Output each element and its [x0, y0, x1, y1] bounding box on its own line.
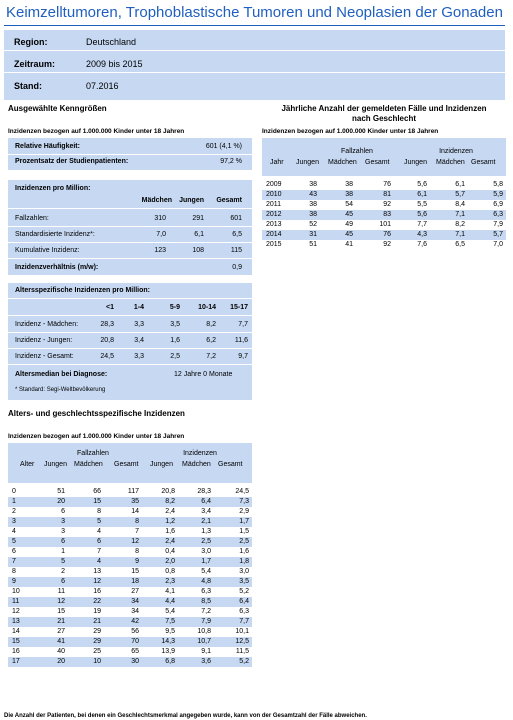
yearly-table-row	[262, 190, 506, 200]
yearly-title-line2: nach Geschlecht	[351, 114, 417, 123]
yearly-table-cell: 5,9	[468, 190, 506, 200]
col-maedchen: Mädchen	[141, 197, 172, 204]
agesex-table-cell: 14	[12, 628, 20, 635]
agesex-table-cell: 5	[8, 537, 38, 547]
cum-incidence-label: Kumulative Inzidenz:	[15, 247, 80, 254]
agesex-table-cell: 1,5	[239, 528, 249, 535]
fallzahlen-jungen: 291	[192, 215, 204, 222]
agesex-table-cell: 1,7	[178, 557, 214, 567]
yearly-table-cell: 2015	[266, 241, 282, 248]
yearly-table-cell: 5,7	[468, 230, 506, 240]
std-incidence-gesamt: 6,5	[232, 231, 242, 238]
agesex-table-cell: 2	[61, 568, 65, 575]
yearly-table-cell: 76	[356, 230, 394, 240]
agesex-table-row	[8, 637, 252, 647]
yearly-table-cell: 2013	[266, 221, 282, 228]
col-jungen: Jungen	[179, 197, 204, 204]
yearly-table-cell: 49	[345, 221, 353, 228]
agesex-table-cell: 1	[61, 548, 65, 555]
yearly-table-cell: 38	[320, 190, 356, 200]
std-incidence-jungen: 6,1	[194, 231, 204, 238]
agesex-table-row	[8, 597, 252, 607]
agesex-table-cell: 40	[57, 648, 65, 655]
agesex-table-cell: 6	[38, 537, 68, 547]
yearly-table-cell: 2010	[262, 190, 290, 200]
yearly-table-row	[262, 230, 506, 240]
yearly-title-line1: Jährliche Anzahl der gemeldeten Fälle und Inzidenzen	[281, 104, 487, 113]
agesex-table-cell: 10	[12, 588, 20, 595]
agesex-table-cell: 6	[68, 537, 104, 547]
age-row-jungen-v3: 1,6	[170, 337, 180, 344]
agesex-table-cell: 21	[68, 617, 104, 627]
agesex-table-cell: 6	[38, 577, 68, 587]
yearly-table-cell: 51	[309, 241, 317, 248]
yearly-group-fallzahlen: Fallzahlen	[341, 148, 373, 155]
yearly-table-cell: 7,1	[430, 230, 468, 240]
agesex-table-cell: 29	[68, 637, 104, 647]
agesex-table-cell: 6,4	[178, 497, 214, 507]
yearly-table-cell: 6,1	[394, 190, 430, 200]
yearly-table-row	[262, 200, 506, 210]
agesex-table-cell: 11	[57, 588, 65, 595]
agesex-table-cell: 6	[61, 508, 65, 515]
age-row-jungen-v1: 20,8	[100, 337, 114, 344]
incidence-per-million-title: Inzidenzen pro Million:	[15, 185, 91, 192]
agesex-table-cell: 70	[104, 637, 142, 647]
fallzahlen-maedchen: 310	[154, 215, 166, 222]
agesex-table-cell: 66	[93, 488, 101, 495]
agesex-table-cell: 20	[38, 497, 68, 507]
agesex-table-cell: 12,5	[214, 637, 252, 647]
agesex-table-cell: 7,7	[214, 617, 252, 627]
agesex-table-row	[8, 587, 252, 597]
agesex-table-cell: 1,6	[239, 548, 249, 555]
yearly-col-inz-gesamt: Gesamt	[471, 159, 496, 166]
age-col-5: 15-17	[230, 304, 248, 311]
study-patients-value: 97,2 %	[220, 158, 242, 165]
age-specific-incidence-box	[8, 283, 252, 400]
agesex-col-alter: Alter	[20, 461, 35, 468]
agesex-table-cell: 28,3	[197, 488, 211, 495]
agesex-table-cell: 5	[38, 557, 68, 567]
meta-info-box	[4, 30, 505, 100]
agesex-table-cell: 4,8	[178, 577, 214, 587]
agesex-table-cell: 3	[38, 517, 68, 527]
std-incidence-maedchen: 7,0	[156, 231, 166, 238]
cum-incidence-gesamt: 115	[230, 247, 242, 254]
agesex-table-cell: 5,4	[165, 608, 175, 615]
age-row-gesamt-v1: 24,5	[100, 353, 114, 360]
yearly-table-cell: 38	[309, 201, 317, 208]
agesex-table-cell: 9	[104, 557, 142, 567]
yearly-table-cell: 8,2	[455, 221, 465, 228]
agesex-col-gesamt: Gesamt	[114, 461, 139, 468]
agesex-col-maedchen: Mädchen	[74, 461, 103, 468]
agesex-table-cell: 117	[127, 488, 139, 495]
study-patients-label: Prozentsatz der Studienpatienten:	[15, 158, 129, 165]
agesex-table-cell: 7	[135, 528, 139, 535]
yearly-table-cell: 6,1	[455, 181, 465, 188]
agesex-table-cell: 2,4	[165, 508, 175, 515]
agesex-table-cell: 8	[12, 568, 16, 575]
age-row-jungen-label: Inzidenz - Jungen:	[15, 337, 73, 344]
yearly-table-cell: 5,8	[493, 181, 503, 188]
age-col-3: 5-9	[169, 304, 180, 311]
agesex-table-cell: 27	[57, 628, 65, 635]
agesex-table-row	[8, 487, 252, 497]
agesex-table-cell: 7,2	[201, 608, 211, 615]
agesex-table-cell: 2,0	[142, 557, 178, 567]
yearly-col-gesamt: Gesamt	[365, 159, 390, 166]
agesex-table-cell: 3	[8, 517, 38, 527]
yearly-table-cell: 38	[309, 181, 317, 188]
agesex-table-cell: 15	[131, 568, 139, 575]
agesex-table-cell: 7,5	[142, 617, 178, 627]
agesex-table-cell: 9,5	[165, 628, 175, 635]
agesex-table-cell: 8	[97, 508, 101, 515]
yearly-table-cell: 2014	[262, 230, 290, 240]
agesex-table-cell: 21	[38, 617, 68, 627]
agesex-table-cell: 3,5	[214, 577, 252, 587]
yearly-table-cell: 8,4	[455, 201, 465, 208]
kenngroessen-subtitle: Inzidenzen bezogen auf 1.000.000 Kinder unter 18 Jahren	[8, 128, 185, 135]
yearly-table-cell: 38	[345, 181, 353, 188]
title-divider	[4, 25, 505, 26]
agesex-table-cell: 2,9	[239, 508, 249, 515]
yearly-table-cell: 5,7	[430, 190, 468, 200]
cum-incidence-maedchen: 123	[154, 247, 166, 254]
agesex-table-cell: 20	[38, 657, 68, 667]
yearly-table-cell: 2012	[262, 210, 290, 220]
agesex-table-cell: 9	[8, 577, 38, 587]
agesex-table-cell: 4,1	[165, 588, 175, 595]
region-label: Region:	[14, 37, 48, 47]
yearly-table-cell: 5,5	[417, 201, 427, 208]
agesex-table-cell: 1,2	[142, 517, 178, 527]
incidence-per-million-box	[8, 180, 252, 275]
agesex-table-cell: 34	[131, 608, 139, 615]
agesex-table-row	[8, 607, 252, 617]
status-value: 07.2016	[86, 81, 119, 91]
yearly-table-cell: 31	[290, 230, 320, 240]
agesex-table-cell: 14,3	[142, 637, 178, 647]
segi-note: * Standard: Segi-Weltbevölkerung	[15, 387, 106, 393]
yearly-table-cell: 101	[379, 221, 391, 228]
fallzahlen-gesamt: 601	[230, 215, 242, 222]
agesex-table-cell: 6	[12, 548, 16, 555]
agesex-table-cell: 19	[93, 608, 101, 615]
region-value: Deutschland	[86, 37, 137, 47]
agesex-table-cell: 8,2	[142, 497, 178, 507]
agesex-table-cell: 6,8	[142, 657, 178, 667]
yearly-table-cell: 92	[383, 241, 391, 248]
age-row-maedchen-v5: 7,7	[238, 321, 248, 328]
agesex-table-cell: 1,6	[165, 528, 175, 535]
agesex-table-row	[8, 567, 252, 577]
agesex-table-row	[8, 517, 252, 527]
agesex-table-cell: 2,3	[142, 577, 178, 587]
agesex-table-cell: 11	[8, 597, 38, 607]
yearly-table-cell: 76	[383, 181, 391, 188]
yearly-table-cell: 2009	[266, 181, 282, 188]
agesex-table-cell: 3,6	[178, 657, 214, 667]
agesex-table-cell: 18	[104, 577, 142, 587]
age-row-gesamt-v4: 7,2	[206, 353, 216, 360]
std-incidence-label: Standardisierte Inzidenz*:	[15, 231, 95, 238]
yearly-table	[262, 180, 506, 250]
agesex-table	[8, 487, 252, 667]
yearly-col-maedchen: Mädchen	[328, 159, 357, 166]
agesex-subtitle: Inzidenzen bezogen auf 1.000.000 Kinder unter 18 Jahren	[8, 433, 185, 440]
agesex-table-cell: 7,3	[214, 497, 252, 507]
yearly-table-cell: 52	[309, 221, 317, 228]
yearly-table-cell: 5,6	[417, 181, 427, 188]
yearly-table-cell: 43	[290, 190, 320, 200]
agesex-table-cell: 4	[97, 528, 101, 535]
agesex-table-cell: 2,1	[178, 517, 214, 527]
yearly-col-jahr: Jahr	[270, 159, 284, 166]
agesex-table-cell: 15	[8, 637, 38, 647]
agesex-table-cell: 2,4	[142, 537, 178, 547]
yearly-col-inz-jungen: Jungen	[404, 159, 427, 166]
kenngroessen-title: Ausgewählte Kenngrößen	[8, 104, 107, 113]
agesex-table-cell: 35	[104, 497, 142, 507]
yearly-table-cell: 2011	[266, 201, 282, 208]
age-row-jungen-v5: 11,6	[234, 337, 248, 344]
fallzahlen-label: Fallzahlen:	[15, 215, 49, 222]
ratio-label: Inzidenzverhältnis (m/w):	[15, 264, 99, 271]
agesex-table-cell: 1,8	[214, 557, 252, 567]
agesex-table-cell: 12	[68, 577, 104, 587]
agesex-table-cell: 7	[97, 548, 101, 555]
median-label: Altersmedian bei Diagnose:	[15, 371, 108, 378]
agesex-table-cell: 4	[12, 528, 16, 535]
yearly-table-cell: 92	[383, 201, 391, 208]
period-value: 2009 bis 2015	[86, 59, 143, 69]
agesex-table-cell: 34	[104, 597, 142, 607]
col-gesamt: Gesamt	[216, 197, 242, 204]
agesex-table-cell: 0	[12, 488, 16, 495]
agesex-table-row	[8, 617, 252, 627]
agesex-table-cell: 8,5	[178, 597, 214, 607]
agesex-table-cell: 16	[12, 648, 20, 655]
agesex-table-cell: 12	[12, 608, 20, 615]
footnote: Die Anzahl der Patienten, bei denen ein Geschlechtsmerkmal angegeben wurde, kann von der Gesamtzahl der Fälle abweichen.	[4, 713, 367, 719]
agesex-table-cell: 51	[57, 488, 65, 495]
agesex-table-row	[8, 497, 252, 507]
agesex-table-cell: 2	[12, 508, 16, 515]
age-row-maedchen-label: Inzidenz - Mädchen:	[15, 321, 79, 328]
agesex-table-cell: 5,2	[214, 657, 252, 667]
age-row-jungen-v4: 6,2	[206, 337, 216, 344]
yearly-table-cell: 83	[356, 210, 394, 220]
agesex-table-cell: 3,0	[201, 548, 211, 555]
agesex-table-row	[8, 507, 252, 517]
agesex-table-cell: 3	[61, 528, 65, 535]
agesex-table-row	[8, 547, 252, 557]
yearly-table-cell: 5,6	[394, 210, 430, 220]
age-col-2: 1-4	[133, 304, 144, 311]
agesex-table-cell: 7	[8, 557, 38, 567]
yearly-table-cell: 41	[345, 241, 353, 248]
agesex-table-cell: 6,3	[239, 608, 249, 615]
agesex-table-row	[8, 647, 252, 657]
age-row-gesamt-label: Inzidenz - Gesamt:	[15, 353, 74, 360]
agesex-table-cell: 13	[93, 568, 101, 575]
period-label: Zeitraum:	[14, 59, 56, 69]
yearly-group-inzidenzen: Inzidenzen	[439, 148, 473, 155]
agesex-table-cell: 15	[68, 497, 104, 507]
agesex-table-cell: 10,7	[178, 637, 214, 647]
yearly-table-cell: 7,1	[430, 210, 468, 220]
agesex-table-row	[8, 527, 252, 537]
agesex-table-cell: 2,5	[178, 537, 214, 547]
age-specific-title: Altersspezifische Inzidenzen pro Million:	[15, 287, 150, 294]
agesex-table-cell: 1,3	[201, 528, 211, 535]
agesex-table-cell: 7,9	[178, 617, 214, 627]
agesex-col-jungen: Jungen	[44, 461, 67, 468]
median-value: 12 Jahre 0 Monate	[174, 371, 233, 378]
age-row-gesamt-v3: 2,5	[170, 353, 180, 360]
agesex-table-row	[8, 657, 252, 667]
agesex-table-cell: 4	[68, 557, 104, 567]
agesex-col-inz-gesamt: Gesamt	[218, 461, 243, 468]
agesex-table-cell: 17	[8, 657, 38, 667]
agesex-table-cell: 20,8	[161, 488, 175, 495]
age-row-jungen-v2: 3,4	[134, 337, 144, 344]
yearly-table-cell: 7,7	[417, 221, 427, 228]
yearly-table-row	[262, 180, 506, 190]
agesex-table-cell: 9,1	[201, 648, 211, 655]
agesex-table-cell: 5,2	[239, 588, 249, 595]
agesex-table-cell: 14	[131, 508, 139, 515]
age-row-maedchen-v3: 3,5	[170, 321, 180, 328]
yearly-table-cell: 6,3	[468, 210, 506, 220]
yearly-table-cell: 7,6	[417, 241, 427, 248]
agesex-table-cell: 3,4	[201, 508, 211, 515]
agesex-table-cell: 25	[93, 648, 101, 655]
agesex-table-cell: 65	[131, 648, 139, 655]
agesex-table-cell: 24,5	[235, 488, 249, 495]
yearly-col-jungen: Jungen	[296, 159, 319, 166]
agesex-table-cell: 10	[68, 657, 104, 667]
agesex-table-header	[8, 443, 252, 483]
agesex-table-cell: 5	[68, 517, 104, 527]
yearly-table-cell: 7,9	[493, 221, 503, 228]
yearly-table-cell: 6,5	[455, 241, 465, 248]
agesex-table-cell: 0,4	[165, 548, 175, 555]
cum-incidence-jungen: 108	[192, 247, 204, 254]
agesex-table-cell: 1,7	[214, 517, 252, 527]
yearly-table-row	[262, 210, 506, 220]
agesex-table-cell: 8	[135, 548, 139, 555]
yearly-subtitle: Inzidenzen bezogen auf 1.000.000 Kinder unter 18 Jahren	[262, 128, 439, 135]
agesex-table-row	[8, 627, 252, 637]
agesex-table-cell: 27	[131, 588, 139, 595]
age-row-maedchen-v2: 3,3	[134, 321, 144, 328]
agesex-table-cell: 13,9	[161, 648, 175, 655]
age-row-maedchen-v1: 28,3	[100, 321, 114, 328]
agesex-table-cell: 56	[131, 628, 139, 635]
yearly-table-cell: 45	[320, 230, 356, 240]
agesex-table-cell: 11,5	[235, 648, 249, 655]
relative-frequency-label: Relative Häufigkeit:	[15, 143, 80, 150]
yearly-title	[262, 104, 506, 124]
agesex-table-cell: 3,0	[239, 568, 249, 575]
yearly-table-header	[262, 138, 506, 176]
age-col-4: 10-14	[198, 304, 216, 311]
agesex-table-cell: 30	[104, 657, 142, 667]
yearly-col-inz-maedchen: Mädchen	[436, 159, 465, 166]
agesex-group-inzidenzen: Inzidenzen	[183, 450, 217, 457]
yearly-table-cell: 81	[356, 190, 394, 200]
agesex-table-cell: 6,3	[201, 588, 211, 595]
yearly-table-row	[262, 220, 506, 230]
agesex-table-cell: 12	[38, 597, 68, 607]
relative-frequency-box	[8, 138, 252, 170]
agesex-col-inz-jungen: Jungen	[150, 461, 173, 468]
agesex-table-row	[8, 577, 252, 587]
agesex-table-cell: 4,4	[142, 597, 178, 607]
agesex-table-cell: 15	[57, 608, 65, 615]
yearly-table-cell: 38	[290, 210, 320, 220]
agesex-table-cell: 5,4	[201, 568, 211, 575]
age-col-1: <1	[106, 304, 114, 311]
yearly-table-cell: 54	[345, 201, 353, 208]
agesex-title: Alters- und geschlechtsspezifische Inzidenzen	[8, 409, 185, 418]
page-title: Keimzelltumoren, Trophoblastische Tumoren und Neoplasien der Gonaden	[6, 4, 503, 21]
agesex-table-cell: 16	[93, 588, 101, 595]
agesex-table-row	[8, 537, 252, 547]
relative-frequency-value: 601 (4,1 %)	[205, 143, 242, 150]
yearly-table-cell: 4,3	[394, 230, 430, 240]
yearly-table-cell: 6,9	[493, 201, 503, 208]
yearly-table-cell: 45	[320, 210, 356, 220]
agesex-table-cell: 41	[38, 637, 68, 647]
agesex-table-row	[8, 557, 252, 567]
agesex-table-cell: 0,8	[165, 568, 175, 575]
agesex-table-cell: 6,4	[214, 597, 252, 607]
age-row-maedchen-v4: 8,2	[206, 321, 216, 328]
agesex-col-inz-maedchen: Mädchen	[182, 461, 211, 468]
agesex-table-cell: 29	[93, 628, 101, 635]
agesex-table-cell: 22	[68, 597, 104, 607]
agesex-group-fallzahlen: Fallzahlen	[77, 450, 109, 457]
agesex-table-cell: 1	[8, 497, 38, 507]
agesex-table-cell: 10,8	[197, 628, 211, 635]
ratio-value: 0,9	[232, 264, 242, 271]
agesex-table-cell: 10,1	[235, 628, 249, 635]
yearly-table-cell: 7,0	[493, 241, 503, 248]
age-row-gesamt-v2: 3,3	[134, 353, 144, 360]
age-row-gesamt-v5: 9,7	[238, 353, 248, 360]
agesex-table-cell: 13	[8, 617, 38, 627]
status-label: Stand:	[14, 81, 42, 91]
agesex-table-cell: 42	[104, 617, 142, 627]
agesex-table-cell: 8	[104, 517, 142, 527]
agesex-table-cell: 12	[104, 537, 142, 547]
yearly-table-row	[262, 240, 506, 250]
agesex-table-cell: 2,5	[214, 537, 252, 547]
